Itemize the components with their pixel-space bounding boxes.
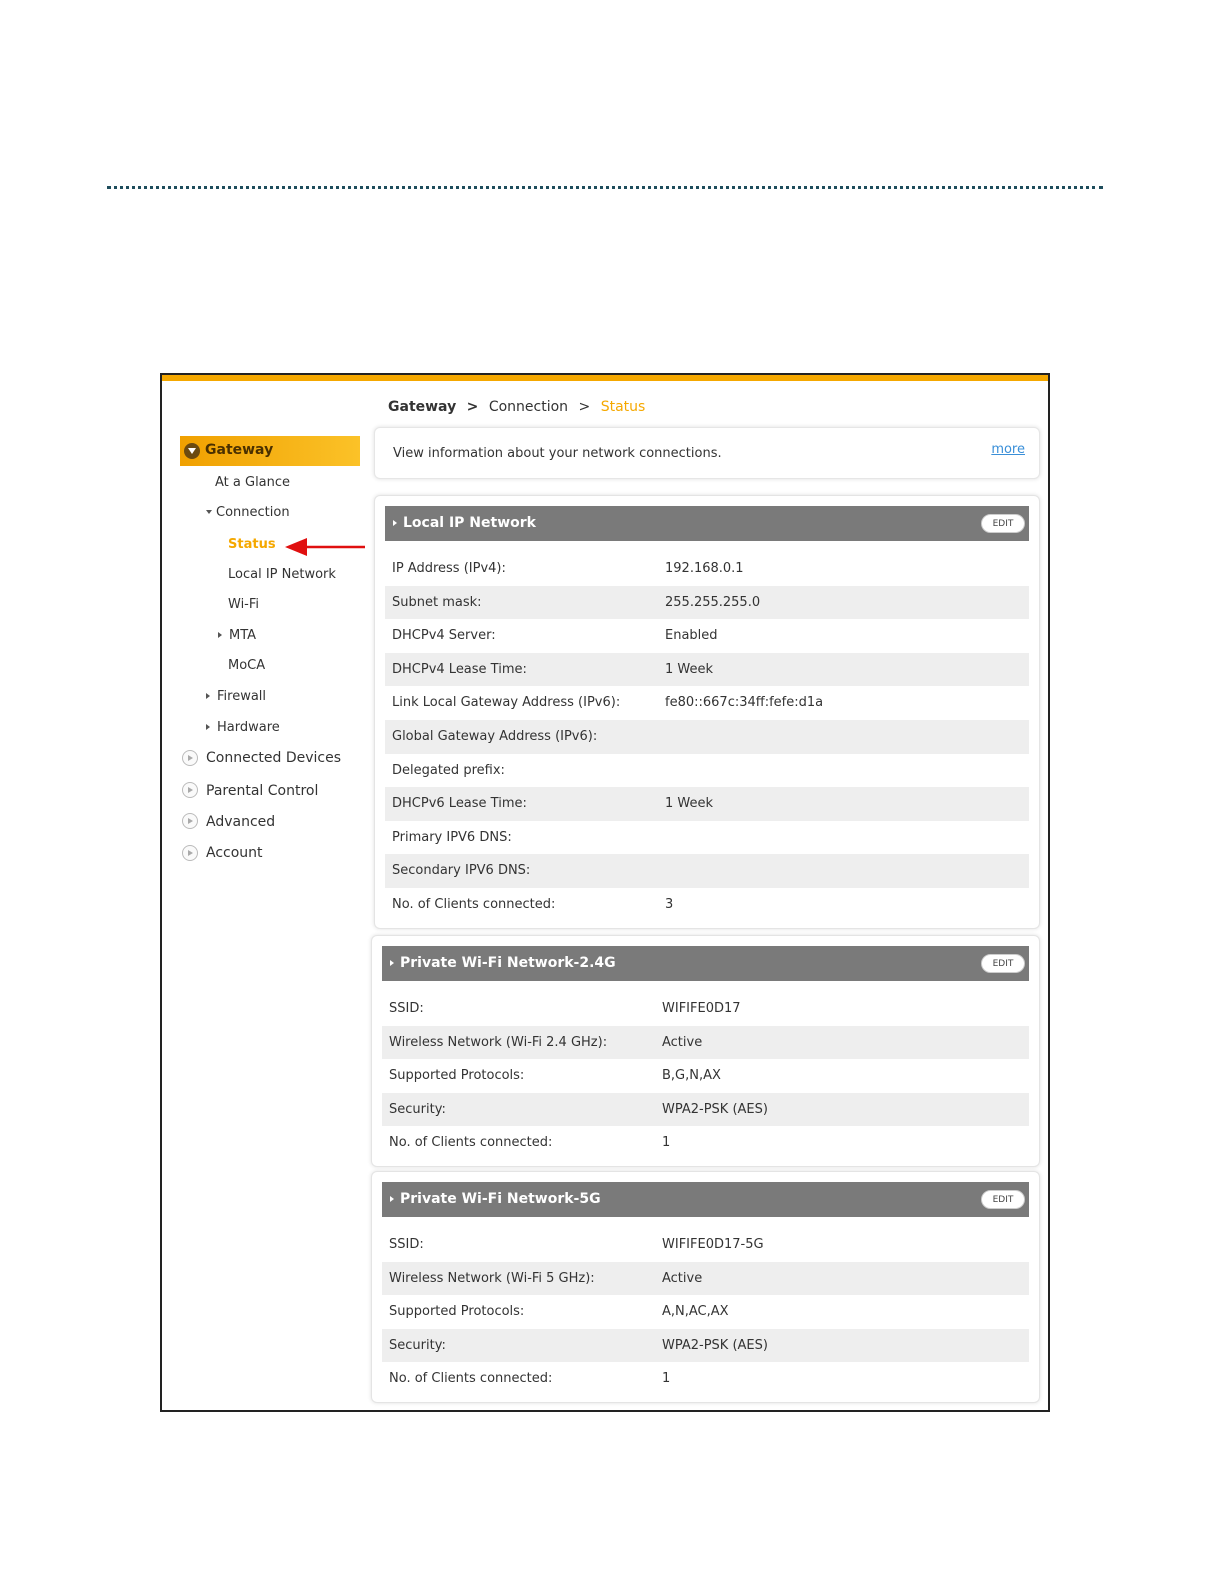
table-row [385, 686, 1029, 720]
table-row [385, 653, 1029, 687]
row-label: Secondary IPV6 DNS: [392, 863, 531, 879]
dotted-divider [107, 186, 1103, 189]
sidebar-item-wifi[interactable]: Wi-Fi [228, 597, 260, 612]
breadcrumb-connection[interactable]: Connection [488, 399, 569, 415]
row-value: 192.168.0.1 [665, 561, 744, 576]
info-table [385, 552, 1029, 922]
table-row [382, 1329, 1029, 1363]
table-row [385, 854, 1029, 888]
sidebar-item-label: Gateway [205, 442, 274, 458]
row-value: A,N,AC,AX [662, 1304, 729, 1320]
sidebar-item-label: Hardware [217, 720, 280, 735]
sidebar-item-advanced[interactable]: Advanced [206, 814, 276, 830]
row-label: Supported Protocols: [389, 1304, 525, 1320]
row-value: WIFIFE0D17-5G [662, 1237, 764, 1252]
breadcrumb-separator: > [578, 399, 591, 415]
panel-title: Local IP Network [403, 515, 536, 531]
top-accent-bar [162, 375, 1048, 381]
row-value: 1 [662, 1135, 671, 1151]
expand-circle-icon [182, 845, 198, 861]
table-row [382, 1362, 1029, 1396]
sidebar-item-local-ip-network[interactable]: Local IP Network [228, 567, 336, 582]
row-value: WPA2-PSK (AES) [662, 1337, 768, 1353]
sidebar-item-label: Firewall [217, 689, 267, 704]
table-row [382, 1059, 1029, 1093]
table-row [385, 619, 1029, 653]
wifi-24g-panel [371, 935, 1040, 1167]
row-value: WPA2-PSK (AES) [662, 1101, 768, 1117]
sidebar-item-moca[interactable]: MoCA [228, 658, 266, 673]
row-label: No. of Clients connected: [389, 1135, 553, 1151]
row-label: SSID: [389, 1237, 424, 1252]
row-label: DHCPv6 Lease Time: [392, 796, 527, 812]
row-label: Wireless Network (Wi-Fi 2.4 GHz): [389, 1034, 608, 1050]
panel-title: Private Wi-Fi Network-2.4G [400, 955, 616, 971]
row-label: Supported Protocols: [389, 1068, 525, 1084]
table-row [382, 1228, 1029, 1262]
table-row [385, 552, 1029, 586]
row-label: Primary IPV6 DNS: [392, 829, 512, 845]
caret-down-icon [206, 510, 212, 514]
row-value: 3 [665, 896, 674, 912]
table-row [382, 992, 1029, 1026]
breadcrumb-separator: > [466, 399, 479, 415]
table-row [382, 1295, 1029, 1329]
panel-header [382, 1182, 1029, 1217]
row-label: Global Gateway Address (IPv6): [392, 728, 598, 744]
sidebar-item-label: Connection [216, 505, 290, 520]
row-value: 255.255.255.0 [665, 594, 761, 610]
panel-header [382, 946, 1029, 981]
caret-right-icon [393, 520, 397, 526]
table-row [382, 1126, 1029, 1160]
row-value: 1 [662, 1371, 671, 1387]
row-label: Subnet mask: [392, 594, 482, 610]
table-row [385, 720, 1029, 754]
expand-circle-icon [182, 813, 198, 829]
row-value: Enabled [665, 628, 718, 644]
row-value: Active [662, 1270, 703, 1286]
sidebar-item-parental-control[interactable]: Parental Control [206, 783, 319, 799]
sidebar-item-gateway[interactable] [180, 436, 360, 466]
row-label: SSID: [389, 1001, 424, 1016]
row-label: DHCPv4 Lease Time: [392, 661, 527, 677]
wifi-5g-panel [371, 1171, 1040, 1403]
caret-right-icon [390, 960, 394, 966]
table-row [382, 1262, 1029, 1296]
table-row [385, 586, 1029, 620]
table-row [382, 1026, 1029, 1060]
table-row [385, 821, 1029, 855]
edit-local-ip-button[interactable]: EDIT [981, 514, 1025, 533]
row-value: WIFIFE0D17 [662, 1001, 741, 1016]
row-value: 1 Week [665, 796, 714, 812]
row-label: Link Local Gateway Address (IPv6): [392, 695, 621, 711]
info-table [382, 992, 1029, 1160]
sidebar-item-connected-devices[interactable]: Connected Devices [206, 750, 342, 766]
sidebar-item-account[interactable]: Account [206, 845, 263, 861]
caret-right-icon [206, 724, 210, 730]
expand-circle-icon [182, 782, 198, 798]
row-value: Active [662, 1034, 703, 1050]
sidebar-item-label: MTA [229, 628, 257, 643]
row-value: B,G,N,AX [662, 1068, 721, 1084]
table-row [385, 754, 1029, 788]
sidebar-item-status[interactable]: Status [228, 537, 276, 552]
table-row [385, 888, 1029, 922]
table-row [385, 787, 1029, 821]
local-ip-network-panel [374, 495, 1040, 929]
row-label: Security: [389, 1337, 446, 1353]
more-link[interactable]: more [991, 442, 1025, 457]
row-label: DHCPv4 Server: [392, 628, 496, 644]
edit-wifi-5g-button[interactable]: EDIT [981, 1190, 1025, 1209]
breadcrumb [388, 399, 645, 415]
row-value: 1 Week [665, 661, 714, 677]
red-pointer-arrow-icon [285, 536, 367, 558]
caret-right-icon [390, 1196, 394, 1202]
breadcrumb-gateway[interactable]: Gateway [388, 399, 457, 415]
page-description: View information about your network connections. [393, 446, 722, 461]
caret-right-icon [206, 693, 210, 699]
sidebar-item-firewall[interactable] [206, 689, 266, 704]
row-label: No. of Clients connected: [392, 896, 556, 912]
panel-title: Private Wi-Fi Network-5G [400, 1191, 601, 1207]
row-label: IP Address (IPv4): [392, 561, 506, 576]
row-label: Security: [389, 1101, 446, 1117]
sidebar-item-hardware[interactable] [206, 720, 280, 735]
caret-right-icon [218, 632, 222, 638]
panel-header [385, 506, 1029, 541]
router-ui-window [160, 373, 1050, 1412]
expand-circle-icon [182, 750, 198, 766]
table-row [382, 1093, 1029, 1127]
page-description-box [374, 427, 1040, 479]
info-table [382, 1228, 1029, 1396]
sidebar-item-mta[interactable] [218, 628, 256, 643]
sidebar-item-at-a-glance[interactable]: At a Glance [215, 475, 291, 490]
row-value: fe80::667c:34ff:fefe:d1a [665, 695, 824, 711]
edit-wifi-24g-button[interactable]: EDIT [981, 954, 1025, 973]
breadcrumb-current: Status [600, 399, 646, 415]
sidebar-item-connection[interactable] [206, 505, 290, 520]
collapse-circle-icon [184, 443, 200, 459]
row-label: Delegated prefix: [392, 762, 505, 778]
row-label: No. of Clients connected: [389, 1371, 553, 1387]
row-label: Wireless Network (Wi-Fi 5 GHz): [389, 1270, 595, 1286]
